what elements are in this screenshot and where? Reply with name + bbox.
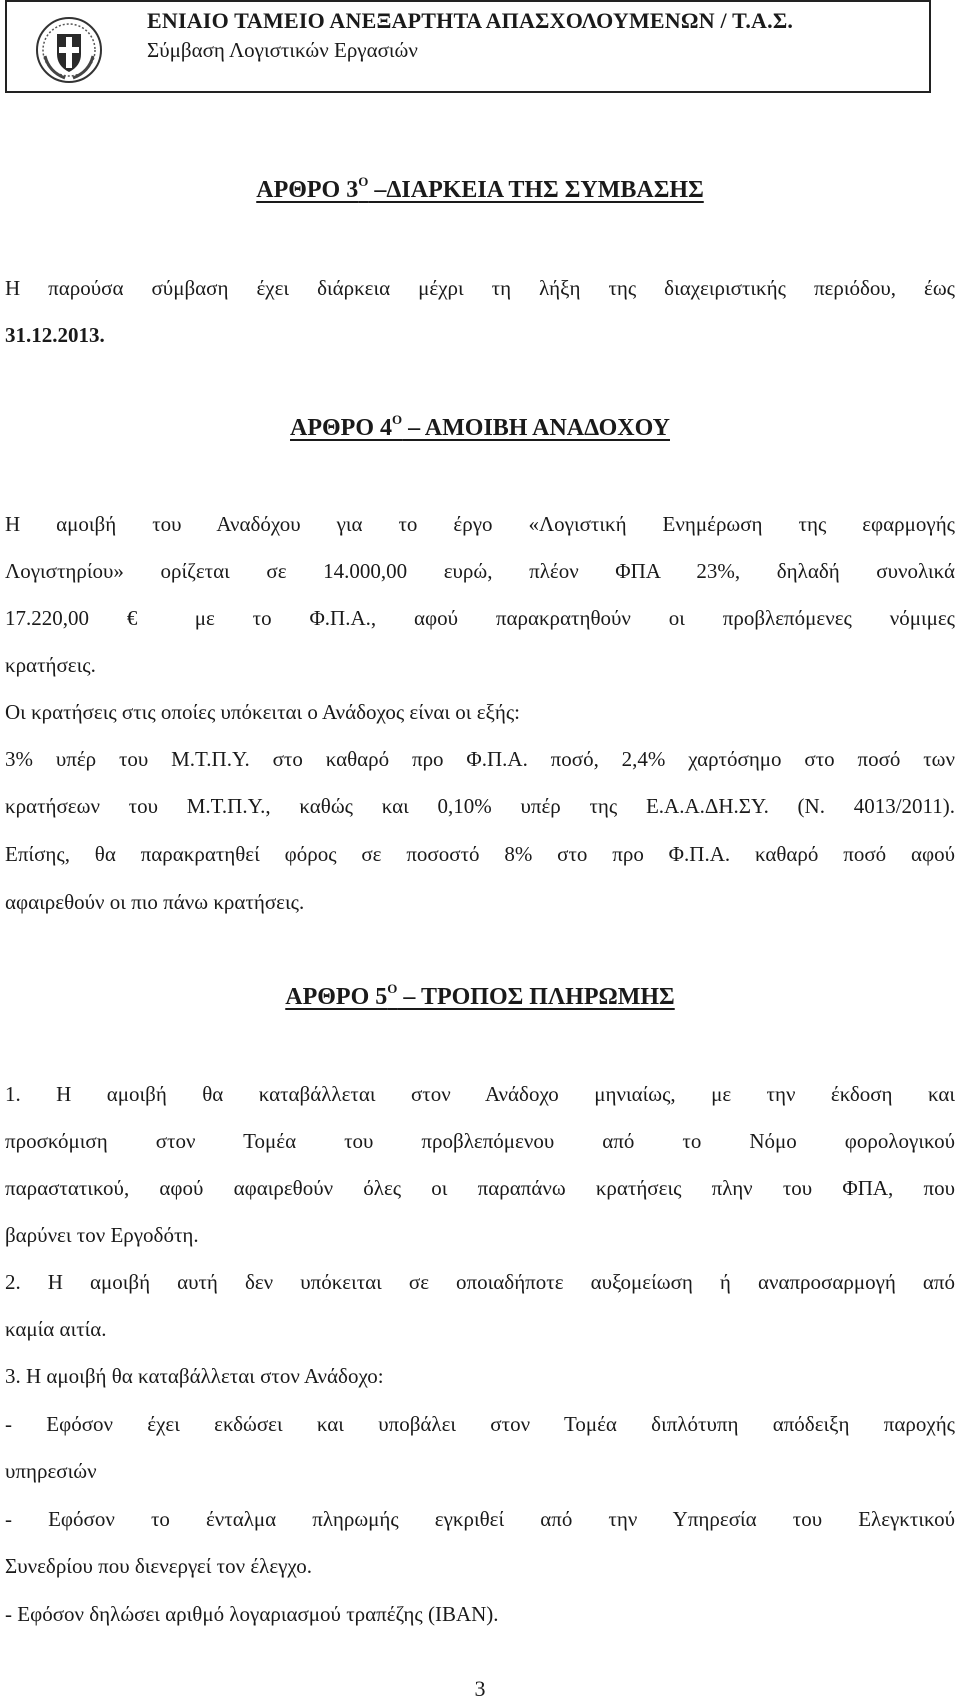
article-5-heading-title: – ΤΡΟΠΟΣ ΠΛΗΡΩΜΗΣ bbox=[397, 984, 675, 1010]
article-4-line-3 bbox=[5, 604, 955, 632]
article-5-line-12: - Εφόσον δηλώσει αριθμό λογαριασμού τραπέζης (IBAN). bbox=[5, 1602, 499, 1626]
article-4-heading bbox=[0, 412, 960, 442]
article-4-line-8: Επίσης, θα παρακρατηθεί φόρος σε ποσοστό 8% στο προ Φ.Π.Α. καθαρό ποσό αφού bbox=[5, 842, 955, 866]
article-5-line-5: 2. Η αμοιβή αυτή δεν υπόκειται σε οποιαδήποτε αυξομείωση ή αναπροσαρμογή από bbox=[5, 1270, 955, 1294]
article-4-line-3-rest: με το Φ.Π.Α., αφού παρακρατηθούν οι προβλεπόμενες νόμιμες bbox=[194, 606, 955, 630]
document-header bbox=[5, 0, 931, 93]
article-4-line-6: 3% υπέρ του Μ.Τ.Π.Υ. στο καθαρό προ Φ.Π.Α. ποσό, 2,4% χαρτόσημο στο ποσό των bbox=[5, 747, 955, 771]
article-4-line-4: κρατήσεις. bbox=[5, 653, 96, 677]
header-subtitle: Σύμβαση Λογιστικών Εργασιών bbox=[147, 38, 418, 62]
article-5-line-7: 3. Η αμοιβή θα καταβάλλεται στον Ανάδοχο: bbox=[5, 1364, 384, 1388]
article-3-heading-title: –ΔΙΑΡΚΕΙΑ ΤΗΣ ΣΥΜΒΑΣΗΣ bbox=[368, 177, 704, 203]
article-5-line-6: καμία αιτία. bbox=[5, 1317, 107, 1341]
article-5-line-4: βαρύνει τον Εργοδότη. bbox=[5, 1223, 199, 1247]
article-4-line-5: Οι κρατήσεις στις οποίες υπόκειται ο Ανάδοχος είναι οι εξής: bbox=[5, 700, 521, 724]
article-5-line-9: υπηρεσιών bbox=[5, 1459, 97, 1483]
total-amount: 17.220,00 bbox=[5, 606, 89, 630]
article-4-line-2: Λογιστηρίου» ορίζεται σε 14.000,00 ευρώ, πλέον ΦΠΑ 23%, δηλαδή συνολικά bbox=[5, 559, 955, 583]
article-3-heading-sup: Ο bbox=[358, 174, 369, 189]
article-5-line-3: παραστατικού, αφού αφαιρεθούν όλες οι παραπάνω κρατήσεις πλην του ΦΠΑ, που bbox=[5, 1176, 955, 1200]
article-5-heading-text: ΑΡΘΡΟ 5 bbox=[285, 984, 388, 1010]
article-4-heading-sup: Ο bbox=[392, 412, 403, 427]
article-5-heading-sup: Ο bbox=[387, 981, 398, 996]
article-5-line-2: προσκόμιση στον Τομέα του προβλεπόμενου από το Νόμο φορολογικού bbox=[5, 1129, 955, 1153]
article-3-heading bbox=[0, 174, 960, 204]
article-5-heading bbox=[0, 981, 960, 1011]
article-4-line-9: αφαιρεθούν οι πιο πάνω κρατήσεις. bbox=[5, 890, 305, 914]
euro-sign: € bbox=[126, 606, 138, 630]
greek-coat-of-arms-emblem bbox=[35, 16, 103, 84]
article-5-line-10: - Εφόσον το ένταλμα πληρωμής εγκριθεί από την Υπηρεσία του Ελεγκτικού bbox=[5, 1507, 955, 1531]
page-number: 3 bbox=[474, 1676, 486, 1701]
article-5-line-8: - Εφόσον έχει εκδώσει και υποβάλει στον Τομέα διπλότυπη απόδειξη παροχής bbox=[5, 1412, 955, 1436]
article-3-line-1: Η παρούσα σύμβαση έχει διάρκεια μέχρι τη λήξη της διαχειριστικής περιόδου, έως bbox=[5, 276, 955, 300]
article-3-heading-text: ΑΡΘΡΟ 3 bbox=[256, 177, 359, 203]
article-5-line-11: Συνεδρίου που διενεργεί τον έλεγχο. bbox=[5, 1554, 313, 1578]
article-5-line-1: 1. Η αμοιβή θα καταβάλλεται στον Ανάδοχο μηνιαίως, με την έκδοση και bbox=[5, 1082, 955, 1106]
article-4-line-7: κρατήσεων του Μ.Τ.Π.Υ., καθώς και 0,10% υπέρ της Ε.Α.Α.ΔΗ.ΣΥ. (Ν. 4013/2011). bbox=[5, 794, 955, 818]
article-4-heading-text: ΑΡΘΡΟ 4 bbox=[290, 415, 392, 441]
article-4-line-1: Η αμοιβή του Αναδόχου για το έργο «Λογιστική Ενημέρωση της εφαρμογής bbox=[5, 512, 955, 536]
article-4-heading-title: – ΑΜΟΙΒΗ ΑΝΑΔΟΧΟΥ bbox=[402, 415, 670, 441]
header-title: ΕΝΙΑΙΟ ΤΑΜΕΙΟ ΑΝΕΞΑΡΤΗΤΑ ΑΠΑΣΧΟΛΟΥΜΕΝΩΝ / Τ.Α.Σ. bbox=[147, 8, 794, 33]
article-3-line-2: 31.12.2013. bbox=[5, 323, 105, 347]
